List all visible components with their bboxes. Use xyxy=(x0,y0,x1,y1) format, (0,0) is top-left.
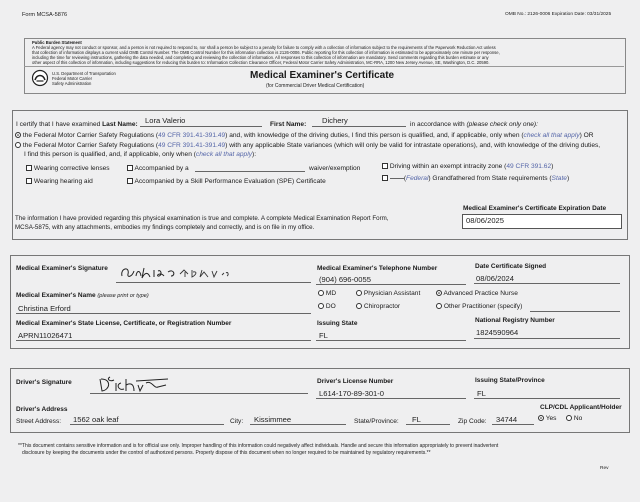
option-2-radio[interactable] xyxy=(15,142,21,148)
cert-intro: I certify that I have examined xyxy=(16,121,101,128)
zip-line xyxy=(492,424,534,425)
intracity-label: Driving within an exempt intracity zone ( xyxy=(389,163,507,170)
type-apn-label: Advanced Practice Nurse xyxy=(443,290,518,297)
hearing-checkbox[interactable] xyxy=(26,178,32,184)
type-other xyxy=(436,303,522,310)
last-name-line xyxy=(140,126,262,127)
driver-license-line xyxy=(316,398,466,399)
zip-value[interactable]: 34744 xyxy=(496,415,518,424)
option-1-radio[interactable] xyxy=(15,132,21,138)
driver-license-label: Driver's License Number xyxy=(317,378,394,385)
grandfathered-checkbox[interactable] xyxy=(382,175,388,181)
agency-line-1: U.S. Department of Transportation xyxy=(52,71,116,76)
issuing-state-line xyxy=(316,340,466,341)
type-other-label: Other Practitioner (specify) xyxy=(443,303,523,310)
street-value[interactable]: 1562 oak leaf xyxy=(73,415,119,424)
last-name-label: Last Name: xyxy=(102,121,138,128)
accordance-text: in accordance with xyxy=(410,121,465,128)
option-1-text-c: ) OR xyxy=(579,132,594,139)
burden-text-1: A Federal agency may not conduct or sponsor, and a person is not required to respond to, nor shall a person be subject to a penalty for failure to comply with a collection of information subject to the requirements of the Paperwork Reduction Act unless xyxy=(32,45,496,50)
driver-issuing-label: Issuing State/Province xyxy=(475,377,545,384)
lenses-checkbox[interactable] xyxy=(26,165,32,171)
driver-address-label: Driver's Address xyxy=(16,406,68,413)
intracity-checkbox[interactable] xyxy=(382,163,388,169)
header-divider xyxy=(24,66,624,67)
option-1-row xyxy=(15,132,594,139)
form-title: Medical Examiner's Certificate xyxy=(250,70,395,81)
street-line xyxy=(70,424,224,425)
driver-signature-label: Driver's Signature xyxy=(16,379,72,386)
burden-text-3: including the time for reviewing instructions, gathering the data needed, and completing and reviewing the collection of information. All responses to this collection of information are mandatory. Send comments regarding this burden estimate or any xyxy=(32,55,489,60)
type-md-label: MD xyxy=(325,290,337,297)
spe-label: Accompanied by a Skill Performance Evaluation (SPE) Certificate xyxy=(134,178,326,185)
omb-number: OMB No.: 2126-0006 Expiration Date: 03/31/2025 xyxy=(505,12,612,17)
spe-checkbox[interactable] xyxy=(127,178,133,184)
grandfathered-b: ) Grandfathered from State requirements ( xyxy=(428,175,552,182)
city-line xyxy=(250,424,346,425)
option-2-text-c: I find this person is qualified, and, if applicable, only when ( xyxy=(24,151,196,158)
first-name-value[interactable]: Dichery xyxy=(322,116,348,125)
driver-license-value[interactable]: L614-170-89-301-0 xyxy=(319,389,385,398)
lenses-label: Wearing corrective lenses xyxy=(33,165,110,172)
street-label: Street Address: xyxy=(16,418,62,425)
last-name-value[interactable]: Lora Valerio xyxy=(145,116,186,125)
type-other-line xyxy=(530,311,620,312)
clp-yes-label: Yes xyxy=(545,415,557,422)
intracity-end: ) xyxy=(551,163,554,170)
date-signed-value[interactable]: 08/06/2024 xyxy=(476,274,515,283)
burden-title: Public Burden Statement xyxy=(32,40,82,45)
option-2-row xyxy=(15,142,600,149)
info-line-1: The information I have provided regarding this physical examination is true and complete. A complete Medical Examination Report Form, xyxy=(15,215,389,222)
expiration-value: 08/06/2025 xyxy=(466,216,505,225)
intracity-cite: 49 CFR 391.62 xyxy=(506,163,552,170)
examiner-name-hint: (please print or type) xyxy=(97,293,149,299)
form-id: Form MCSA-5876 xyxy=(22,12,68,18)
clp-yes-radio[interactable] xyxy=(538,415,544,421)
option-2-row-2 xyxy=(24,151,256,158)
type-do-radio[interactable] xyxy=(318,303,324,309)
type-do xyxy=(318,303,336,310)
accordance-row xyxy=(410,121,538,128)
waiver-label: Accompanied by a xyxy=(134,165,189,172)
type-md xyxy=(318,290,336,297)
clp-no-radio[interactable] xyxy=(566,415,572,421)
state-line xyxy=(406,424,450,425)
grandfathered-blank xyxy=(390,178,404,179)
info-line-2: MCSA-5875, with any attachments, embodies my findings completely and correctly, and is on file in my office. xyxy=(15,224,315,231)
examiner-name-label-row xyxy=(16,292,149,299)
type-chiro-radio[interactable] xyxy=(356,303,362,309)
type-chiro-label: Chiropractor xyxy=(363,303,401,310)
registry-label: National Registry Number xyxy=(475,317,555,324)
date-signed-line xyxy=(474,283,620,284)
examiner-signature-label: Medical Examiner's Signature xyxy=(16,265,108,272)
option-2-cite: 49 CFR 391.41-391.49 xyxy=(158,142,226,149)
examiner-phone-line xyxy=(316,284,466,285)
license-label: Medical Examiner's State License, Certificate, or Registration Number xyxy=(16,320,232,327)
registry-line xyxy=(474,338,620,339)
city-value[interactable]: Kissimmee xyxy=(254,415,292,424)
license-value[interactable]: APRN11026471 xyxy=(18,331,73,340)
option-1-check-hint: check all that apply xyxy=(523,132,580,139)
type-pa-radio[interactable] xyxy=(356,290,362,296)
zip-label: Zip Code: xyxy=(458,418,487,425)
hearing-label: Wearing hearing aid xyxy=(33,178,93,185)
driver-signature-line xyxy=(90,393,308,394)
agency-line-3: Safety Administration xyxy=(52,81,92,86)
clp-no-label: No xyxy=(573,415,583,422)
clp-label: CLP/CDL Applicant/Holder xyxy=(540,404,622,411)
type-pa xyxy=(356,290,420,297)
type-pa-label: Physician Assistant xyxy=(363,290,421,297)
waiver-checkbox[interactable] xyxy=(127,165,133,171)
examiner-phone-label: Medical Examiner's Telephone Number xyxy=(317,265,438,272)
type-apn xyxy=(436,290,518,297)
dot-logo-icon xyxy=(30,69,50,87)
driver-issuing-line xyxy=(474,398,620,399)
burden-text-2: that collection of information displays a current valid OMB Control Number. The OMB Control Number for this information collection is 2126-0006. Public reporting for this collection of information is estimated to be approximately one minute per response, xyxy=(32,50,500,55)
form-subtitle: (for Commercial Driver Medical Certification) xyxy=(266,83,365,89)
grandfathered-c: ) xyxy=(566,175,570,182)
type-other-radio[interactable] xyxy=(436,303,442,309)
driver-issuing-value[interactable]: FL xyxy=(477,389,486,398)
examiner-signature-line xyxy=(116,282,311,283)
date-signed-label: Date Certificate Signed xyxy=(475,263,547,270)
examiner-name-label: Medical Examiner's Name xyxy=(16,292,96,299)
state-value[interactable]: FL xyxy=(412,415,421,424)
driver-signature-image xyxy=(96,373,176,395)
grandfathered-option xyxy=(382,175,569,182)
city-label: City: xyxy=(230,418,244,425)
option-1-text-a: the Federal Motor Carrier Safety Regulations ( xyxy=(22,132,159,139)
first-name-line xyxy=(312,126,406,127)
first-name-label: First Name: xyxy=(270,121,307,128)
expiration-label: Medical Examiner's Certificate Expiration Date xyxy=(463,205,607,212)
option-1-cite: 49 CFR 391.41-391.49 xyxy=(158,132,226,139)
examiner-name-line xyxy=(16,313,311,314)
clp-yes xyxy=(538,415,556,422)
option-2-text-b: ) with any applicable State variances (which will only be valid for intrastate operations), and, with knowledge of the driving duties, xyxy=(225,142,601,149)
issuing-state-value[interactable]: FL xyxy=(319,331,328,340)
option-2-text-d: ): xyxy=(252,151,257,158)
hearing-option xyxy=(26,178,93,185)
grandfathered-state: State xyxy=(551,175,567,182)
type-chiro xyxy=(356,303,400,310)
registry-value[interactable]: 1824590964 xyxy=(476,328,519,337)
waiver-option xyxy=(127,165,189,172)
revision-mark: Rev xyxy=(600,466,609,471)
waiver-blank xyxy=(195,171,305,172)
footer-note-1: **This document contains sensitive information and is for official use only. Improper handling of this information could negatively affect individuals. Handle and secure this information appropriately to prevent inadvertent xyxy=(18,443,499,449)
type-apn-radio[interactable] xyxy=(436,290,442,296)
type-do-label: DO xyxy=(325,303,336,310)
spe-option xyxy=(127,178,326,185)
examiner-name-value[interactable]: Christina Erford xyxy=(18,304,71,313)
option-2-check-hint: check all that apply xyxy=(195,151,252,158)
intracity-option xyxy=(382,163,553,170)
option-1-text-b: ) and, with knowledge of the driving duties, I find this person is qualified, and, if applicable, only when ( xyxy=(225,132,524,139)
state-label: State/Province: xyxy=(354,418,399,425)
issuing-state-label: Issuing State xyxy=(317,320,358,327)
footer-note-2: disclosure by keeping the documents under the control of authorized persons. Properly dispose of this document when no longer required to be maintained by regulatory requirements.** xyxy=(22,450,431,456)
option-2-text-a: the Federal Motor Carrier Safety Regulations ( xyxy=(22,142,159,149)
examiner-phone-value[interactable]: (904) 696-0055 xyxy=(319,275,371,284)
waiver-suffix: waiver/exemption xyxy=(309,165,361,172)
please-check-text: (please check only one): xyxy=(466,121,538,128)
grandfathered-a: ( xyxy=(403,175,407,182)
clp-no xyxy=(566,415,582,422)
type-md-radio[interactable] xyxy=(318,290,324,296)
lenses-option xyxy=(26,165,110,172)
burden-text-4: other aspect of this collection of information, including suggestions for reducing this burden to: Information Collection Clearance Officer, Federal Motor Carrier Safety Administration, MC-RRA, 1200 New Jersey Avenue, SE, Washington, D.C. 20590. xyxy=(32,60,490,65)
license-line xyxy=(16,340,311,341)
examiner-signature-image xyxy=(118,262,233,282)
agency-line-2: Federal Motor Carrier xyxy=(52,76,93,81)
grandfathered-federal: Federal xyxy=(406,175,429,182)
cert-intro-row xyxy=(16,121,138,128)
